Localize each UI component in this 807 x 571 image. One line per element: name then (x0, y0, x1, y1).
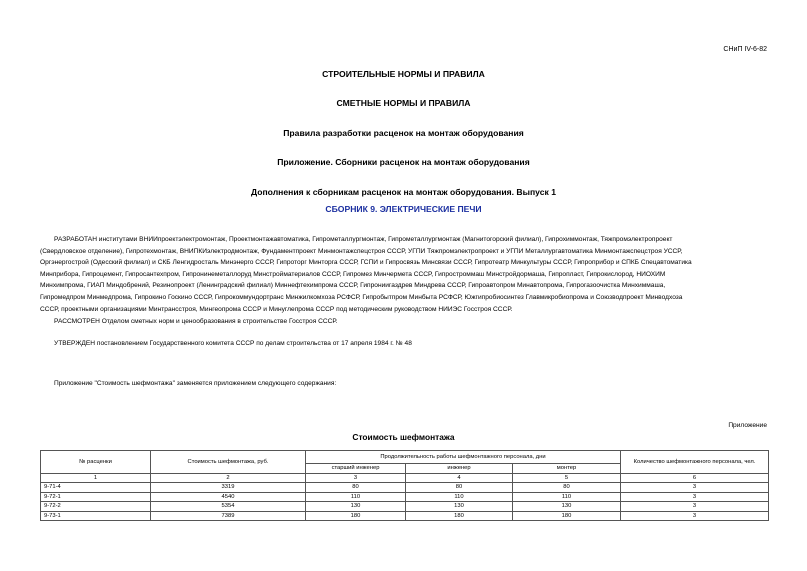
cell-rate-no: 9-71-4 (41, 483, 151, 493)
cell-staff: 3 (621, 483, 769, 493)
developed-paragraph (40, 234, 771, 315)
table-row (41, 492, 769, 502)
cell-rate-no: 9-72-1 (41, 492, 151, 502)
header-fitter: монтер (513, 464, 621, 474)
subheading-appendix: Приложение. Сборники расценок на монтаж оборудования (277, 157, 530, 167)
approved-line: УТВЕРЖДЕН постановлением Государственного комитета СССР по делам строительства от 17 апреля 1984 г. № 48 (54, 340, 412, 347)
header-duration: Продолжительность работы шефмонтажного персонала, дни (306, 451, 621, 464)
main-heading: СТРОИТЕЛЬНЫЕ НОРМЫ И ПРАВИЛА (322, 69, 485, 79)
cell-senior: 130 (306, 502, 406, 512)
cell-fitter: 180 (513, 511, 621, 521)
cell-cost: 7389 (151, 511, 306, 521)
developed-line: Минприбора, Гипроцемент, Гипросантехпром, Гипронинеметаллоруд Минстройматериалов СССР, Гипромез Минчермета СССР, Гипростроммаш Минстройдормаша, Гипропласт, Гипрокислород, НИОХИМ (40, 270, 666, 278)
cell-engineer: 80 (406, 483, 513, 493)
header-senior-engineer: старший инженер (306, 464, 406, 474)
cell-engineer: 180 (406, 511, 513, 521)
cell-engineer: 110 (406, 492, 513, 502)
developed-line: РАЗРАБОТАН институтами ВНИИпроектэлектромонтаж, Проектмонтажавтоматика, Гипрометаллургмонтаж, Гипрометаллургмонтаж (Магнитогорский филиал), Гипрохиммонтаж, Тяжпромэлектропроект (54, 236, 673, 243)
replacement-note: Приложение "Стоимость шефмонтажа" заменяется приложением следующего содержания: (54, 380, 337, 387)
column-number: 1 (41, 473, 151, 483)
cell-staff: 3 (621, 492, 769, 502)
cell-engineer: 130 (406, 502, 513, 512)
cell-fitter: 110 (513, 492, 621, 502)
cell-fitter: 130 (513, 502, 621, 512)
subheading-estimate-norms: СМЕТНЫЕ НОРМЫ И ПРАВИЛА (336, 98, 471, 108)
cell-staff: 3 (621, 511, 769, 521)
subheading-additions: Дополнения к сборникам расценок на монтаж оборудования. Выпуск 1 (251, 187, 556, 197)
header-rate-no: № расценки (41, 451, 151, 474)
column-number: 4 (406, 473, 513, 483)
cell-rate-no: 9-73-1 (41, 511, 151, 521)
cell-senior: 110 (306, 492, 406, 502)
column-number: 2 (151, 473, 306, 483)
cell-senior: 80 (306, 483, 406, 493)
developed-line: СССР, проектными организациями Минтрансстроя, Мингеопрома СССР и Минуглепрома СССР под методическим руководством НИИЭС Госстроя СССР. (40, 305, 513, 313)
cell-cost: 5354 (151, 502, 306, 512)
table-title: Стоимость шефмонтажа (352, 432, 455, 442)
developed-line: (Свердловское отделение), Гипротехмонтаж, ВНИПКИэлектродмонтаж, Фундаментпроект Минмонтажспецстроя СССР, УГПИ Тяжпромэлектропроект и УГПИ Металлургавтоматика Минмонтажспецстроя УССР, (40, 247, 683, 255)
subheading-rules: Правила разработки расценок на монтаж оборудования (283, 128, 524, 138)
developed-line: Оргэнергострой (Одесский филиал) и СКБ Ленгидросталь Минэнерго СССР, Гипроторг Минторга СССР, ГСПИ и Гипросвязь Минсвязи СССР, Гипротеатр Минкультуры СССР, Гипроприбор и СПКБ Спецавтоматика (40, 259, 692, 267)
cell-senior: 180 (306, 511, 406, 521)
column-number: 5 (513, 473, 621, 483)
cell-staff: 3 (621, 502, 769, 512)
cell-fitter: 80 (513, 483, 621, 493)
table-header-row (41, 451, 769, 464)
header-engineer: инженер (406, 464, 513, 474)
cell-cost: 4540 (151, 492, 306, 502)
header-cost: Стоимость шефмонтажа, руб. (151, 451, 306, 474)
developed-line: Гипромедпром Минмедпрома, Гипрокино Госкино СССР, Гипрокоммундортранс Минжилкомхоза РСФСР, Гипробытпром Минбыта РСФСР, Южгипробиосинтез Главмикробиопрома и Союзводпроект Минводхоза (40, 293, 683, 301)
table-row (41, 502, 769, 512)
column-number-row (41, 473, 769, 483)
cell-rate-no: 9-72-2 (41, 502, 151, 512)
reviewed-line: РАССМОТРЕН Отделом сметных норм и ценообразования в строительстве Госстроя СССР. (54, 318, 338, 325)
developed-line: Минхимпрома, ГИАП Миндобрений, Резинопроект (Ленинградский филиал) Миннефтехимпрома СССР, Гипрониигаздрев Миндрева СССР, Гипроавтопром Минавтопрома, Гипрогазоочистка Минхиммаша, (40, 282, 666, 290)
table-row (41, 511, 769, 521)
appendix-label: Приложение (728, 422, 767, 429)
cell-cost: 3319 (151, 483, 306, 493)
cost-table (40, 450, 769, 521)
column-number: 6 (621, 473, 769, 483)
header-staff: Количество шефмонтажного персонала, чел. (621, 451, 769, 474)
column-number: 3 (306, 473, 406, 483)
document-code: СНиП IV-6-82 (723, 46, 767, 53)
collection-title: СБОРНИК 9. ЭЛЕКТРИЧЕСКИЕ ПЕЧИ (325, 204, 482, 214)
table-row (41, 483, 769, 493)
